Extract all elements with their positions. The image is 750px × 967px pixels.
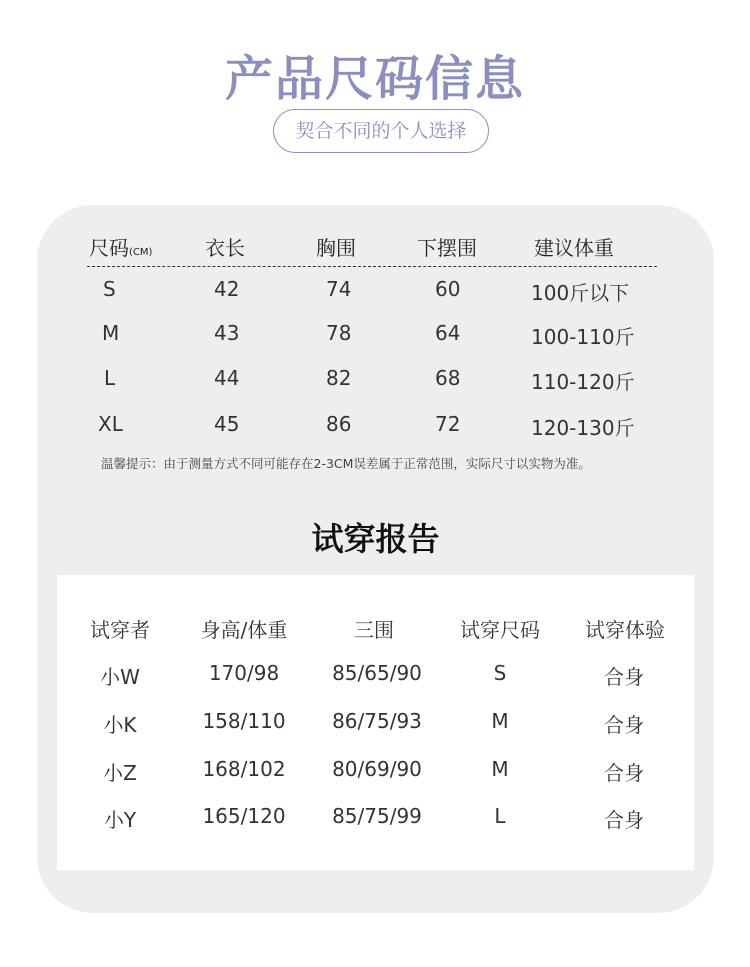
cell-try-size: S: [493, 661, 507, 685]
cell-height-weight: 170/98: [208, 661, 280, 685]
report-table: [57, 575, 694, 870]
cell-weight: 120-130斤: [531, 416, 635, 440]
cell-length: 45: [214, 412, 240, 436]
size-row: [37, 277, 714, 307]
cell-measurements: 86/75/93: [332, 709, 422, 733]
header-measurements: 三围: [354, 618, 394, 642]
header-size-unit: (CM): [129, 247, 153, 258]
page-title: 产品尺码信息: [224, 51, 525, 107]
info-panel: [37, 205, 714, 913]
cell-tester: 小Y: [103, 808, 137, 832]
cell-hem: 72: [435, 412, 461, 436]
report-title: 试穿报告: [311, 520, 440, 558]
cell-experience: 合身: [604, 761, 644, 785]
header-chest: 胸围: [316, 236, 356, 260]
size-row: [37, 321, 714, 351]
measurement-note: 温馨提示：由于测量方式不同可能存在2-3CM误差属于正常范围，实际尺寸以实物为准。: [101, 456, 591, 471]
cell-measurements: 85/65/90: [332, 661, 422, 685]
cell-try-size: M: [491, 757, 509, 781]
cell-length: 43: [214, 321, 240, 345]
cell-height-weight: 158/110: [202, 709, 286, 733]
cell-weight: 110-120斤: [531, 370, 635, 394]
header-size: 尺码(CM): [89, 236, 153, 260]
report-row: [57, 757, 694, 787]
cell-hem: 68: [435, 366, 461, 390]
cell-tester: 小Z: [103, 761, 137, 785]
header-hem: 下摆围: [417, 236, 477, 260]
report-row: [57, 661, 694, 691]
cell-measurements: 85/75/99: [332, 804, 422, 828]
header-height-weight: 身高/体重: [200, 618, 288, 642]
cell-size: XL: [98, 412, 123, 436]
size-row: [37, 366, 714, 396]
cell-size: L: [104, 366, 116, 390]
cell-hem: 64: [435, 321, 461, 345]
header-try-size: 试穿尺码: [460, 618, 540, 642]
size-table-header: [37, 232, 714, 262]
cell-experience: 合身: [604, 665, 644, 689]
size-row: [37, 412, 714, 442]
cell-measurements: 80/69/90: [332, 757, 422, 781]
header-length: 衣长: [205, 236, 245, 260]
cell-tester: 小W: [100, 665, 140, 689]
report-row: [57, 804, 694, 834]
cell-chest: 82: [326, 366, 352, 390]
cell-experience: 合身: [604, 808, 644, 832]
cell-weight: 100斤以下: [531, 281, 630, 305]
cell-height-weight: 168/102: [202, 757, 286, 781]
cell-tester: 小K: [103, 713, 137, 737]
cell-experience: 合身: [604, 713, 644, 737]
subtitle-pill: 契合不同的个人选择: [273, 109, 489, 153]
cell-length: 44: [214, 366, 240, 390]
header-weight: 建议体重: [534, 236, 614, 260]
report-row: [57, 709, 694, 739]
cell-try-size: M: [491, 709, 509, 733]
cell-weight: 100-110斤: [531, 325, 635, 349]
header-tester: 试穿者: [90, 618, 150, 642]
cell-chest: 74: [326, 277, 352, 301]
cell-length: 42: [214, 277, 240, 301]
cell-size: S: [103, 277, 116, 301]
cell-chest: 78: [326, 321, 352, 345]
cell-height-weight: 165/120: [202, 804, 286, 828]
header-experience: 试穿体验: [585, 618, 665, 642]
cell-chest: 86: [326, 412, 352, 436]
cell-try-size: L: [494, 804, 506, 828]
cell-size: M: [102, 321, 120, 345]
report-header: [57, 614, 694, 644]
cell-hem: 60: [435, 277, 461, 301]
header-divider: [87, 266, 657, 267]
